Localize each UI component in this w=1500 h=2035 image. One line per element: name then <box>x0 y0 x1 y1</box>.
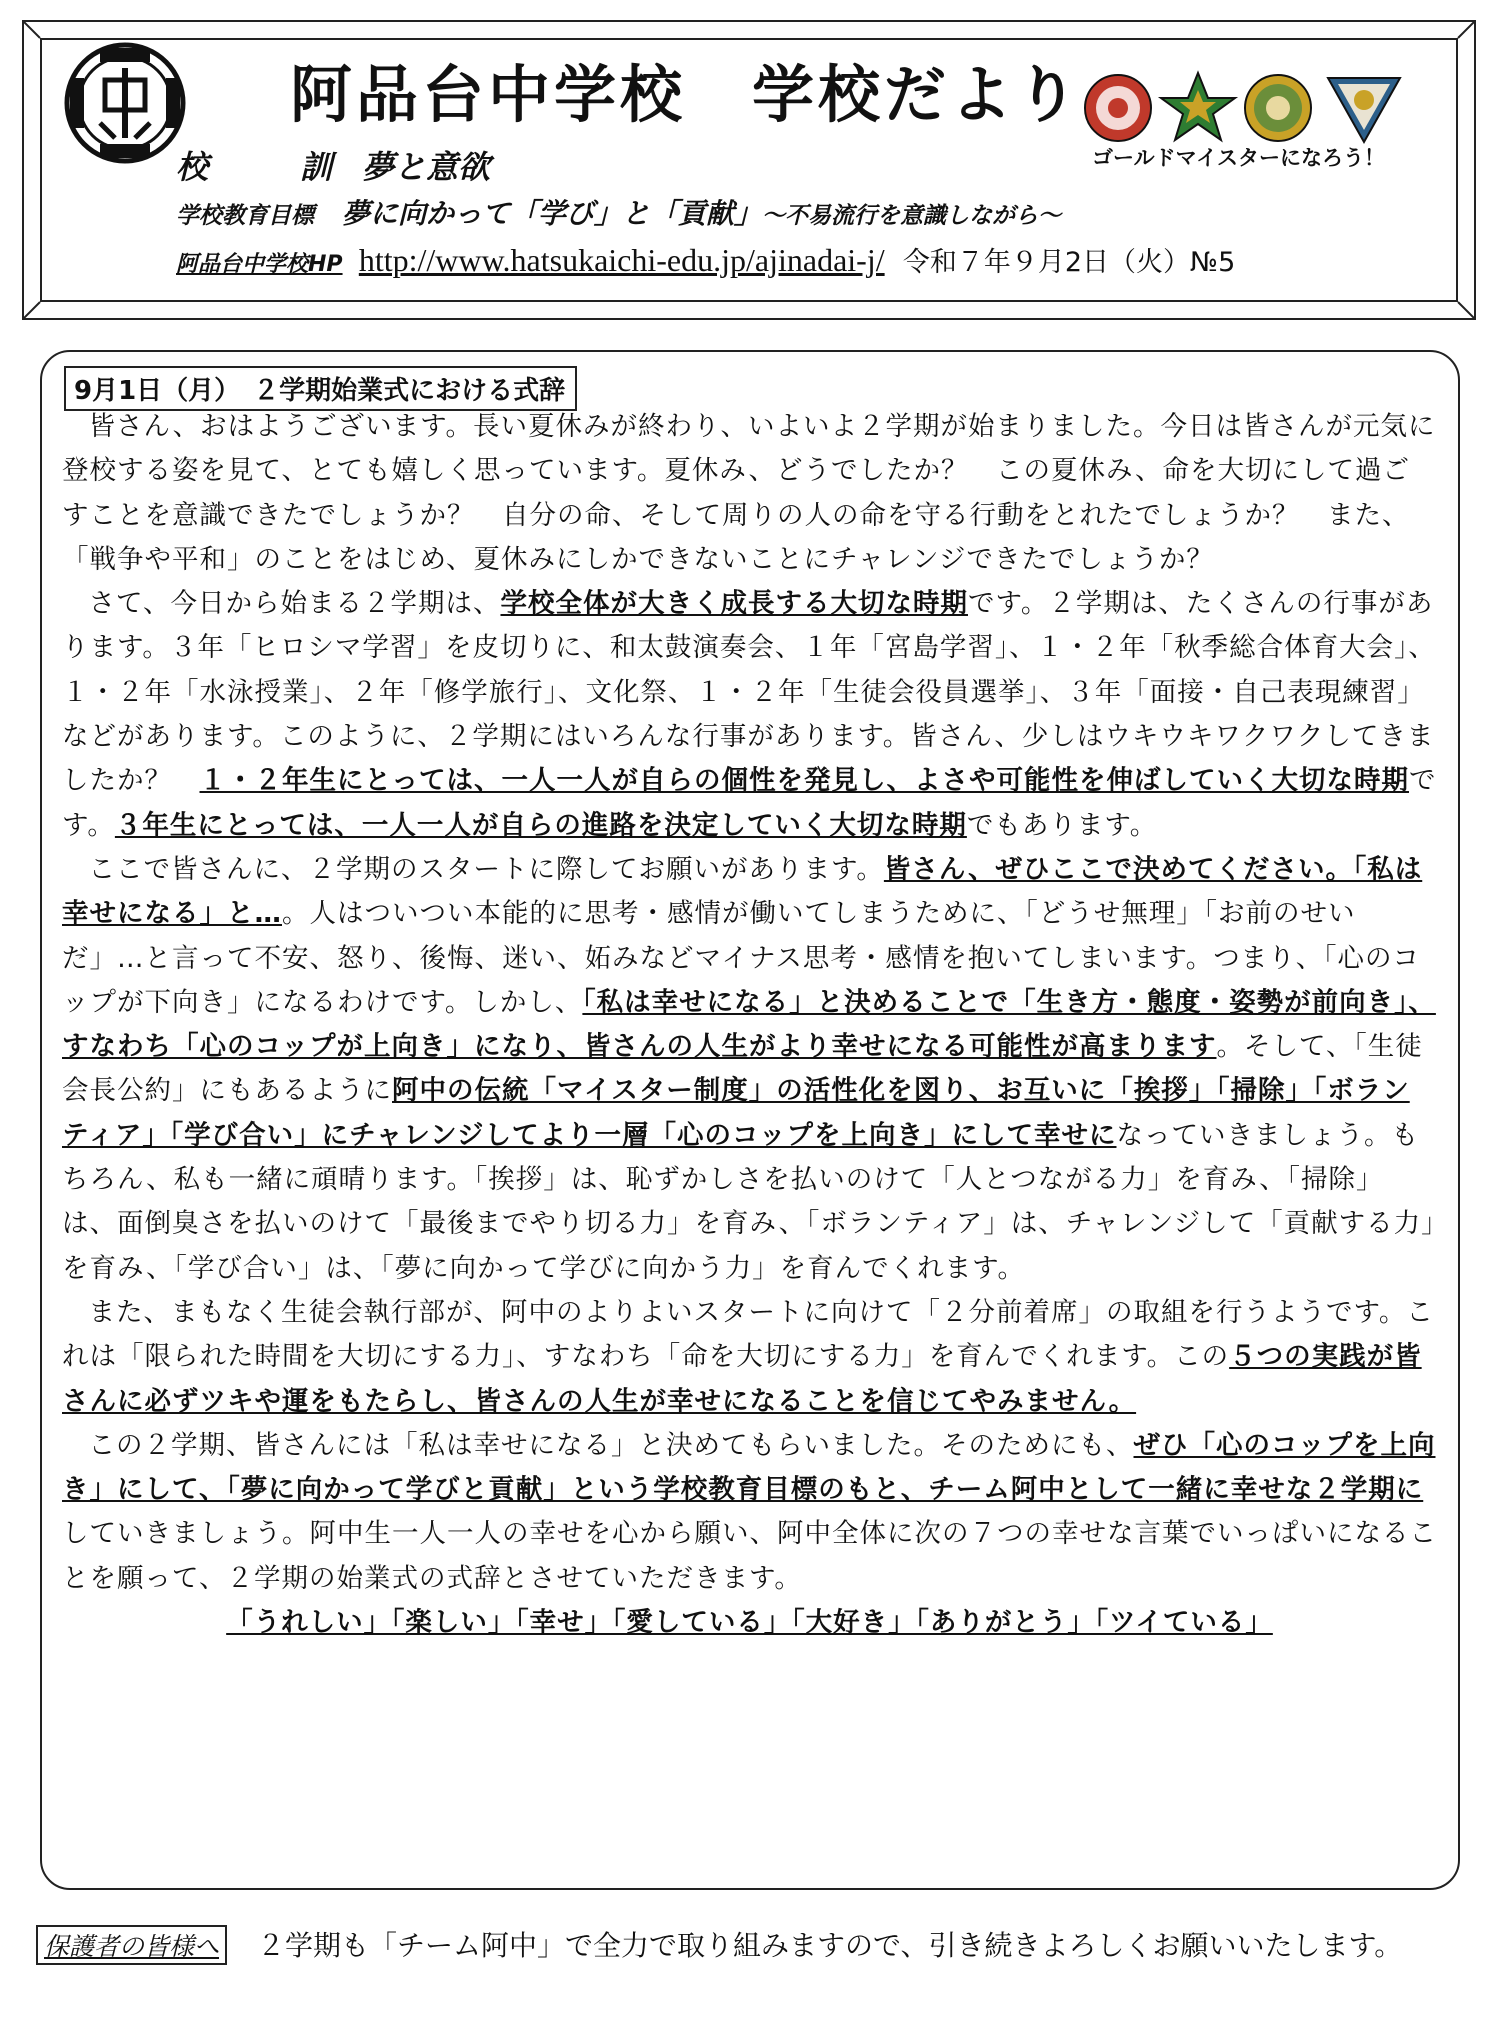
footer <box>36 1924 1476 1965</box>
motto-label: 校 訓 <box>176 148 363 186</box>
badge-caption: ゴールドマイスターになろう！ <box>1092 146 1385 170</box>
seven-happy-words: 「うれしい」「楽しい」「幸せ」「愛している」「大好き」「ありがとう」「ツイている」 <box>226 1607 1273 1639</box>
p4-emphasis-b: ５つの実践が皆さんに必ずツキや運をもたらし、皆さんの人生が幸せになることを信じてやみません。 <box>62 1341 1422 1417</box>
article-body <box>62 405 1437 1645</box>
p2-text-c: です。２学期は、たくさんの行事があります。３年「ヒロシマ学習」を皮切りに、和太鼓演奏会、１年「宮島学習」、１・２年「秋季総合体育大会」、１・２年「水泳授業」、２年「修学旅行」、文化祭、１・２年「生徒会役員選挙」、３年「面接・自己表現練習」などがあります。このように、２学期にはいろんな行事があります。皆さん、少しはウキウキワクワクしてきましたか？ <box>62 588 1436 797</box>
paragraph-2 <box>62 582 1437 848</box>
p2-text-a: さて、今日から始まる２学期は、 <box>88 588 501 620</box>
green-star-icon <box>1161 73 1235 140</box>
p3-text-e: 。そして、「生徒会長公約」にもあるように <box>62 1031 1423 1107</box>
school-hp-link[interactable]: http://www.hatsukaichi-edu.jp/ajinadai-j/ <box>358 242 885 278</box>
p2-emphasis-d: １・２年生にとっては、一人一人が自らの個性を発見し、よさや可能性を伸ばしていく大切な時期 <box>199 765 1409 797</box>
p2-emphasis-f: ３年生にとっては、一人一人が自らの進路を決定していく大切な時期 <box>114 809 967 841</box>
hp-line <box>176 240 1235 279</box>
article-title: 9月1日（月） ２学期始業式における式辞 <box>64 366 577 411</box>
p2-emphasis-b: 学校全体が大きく成長する大切な時期 <box>500 588 968 620</box>
p2-text-g: でもあります。 <box>966 809 1158 841</box>
goal-sub: ～不易流行を意識しながら～ <box>762 203 1062 229</box>
p3-text-a: ここで皆さんに、２学期のスタートに際してお願いがあります。 <box>88 853 884 885</box>
education-goal <box>176 192 1061 232</box>
p3-emphasis-f: 阿中の伝統「マイスター制度」の活性化を図り、お互いに「挨拶」「掃除」「ボランティア」「学び合い」にチャレンジしてより一層「心のコップを上向き」にして幸せに <box>62 1075 1410 1151</box>
blue-shield-icon <box>1328 78 1400 142</box>
paragraph-1: 皆さん、おはようございます。長い夏休みが終わり、いよいよ２学期が始まりました。今日は皆さんが元気に登校する姿を見て、とても嬉しく思っています。夏休み、どうでしたか？ この夏休み、命を大切にして過ごすことを意識できたでしょうか？ 自分の命、そして周りの人の命を守る行動をとれたでしょうか？ また、「戦争や平和」のことをはじめ、夏休みにしかできないことにチャレンジできたでしょうか？ <box>62 411 1436 575</box>
p4-text-a: また、まもなく生徒会執行部が、阿中のよりよいスタートに向けて「２分前着席」の取組を行うようです。これは「限られた時間を大切にする力」、すなわち「命を大切にする力」を育んでくれます。この <box>62 1296 1434 1373</box>
paragraph-3 <box>62 848 1437 1291</box>
hp-label: 阿品台中学校HP <box>176 252 343 277</box>
p5-text-a: この２学期、皆さんには「私は幸せになる」と決めてもらいました。そのためにも、 <box>88 1429 1134 1461</box>
paragraph-5 <box>62 1424 1437 1601</box>
footer-message: ２学期も「チーム阿中」で全力で取り組みますので、引き続きよろしくお願いいたします。 <box>257 1929 1403 1962</box>
p3-text-c: 。人はついつい本能的に思考・感情が働いてしまうために、「どうせ無理」「お前のせいだ」…と言って不安、怒り、後悔、迷い、妬みなどマイナス思考・感情を抱いてしまいます。つまり、「心のコップが下向き」になるわけです。しかし、 <box>62 898 1421 1018</box>
paragraph-4 <box>62 1291 1437 1424</box>
goal-label: 学校教育目標 <box>176 203 314 229</box>
newsletter-title: 阿品台中学校 学校だより <box>290 58 1083 131</box>
closing-words <box>62 1601 1437 1645</box>
p3-text-g: なっていきましょう。もちろん、私も一緒に頑晴ります。「挨拶」は、恥ずかしさを払いのけて「人とつながる力」を育み、「掃除」は、面倒臭さを払いのけて「最後までやり切る力」を育み、「ボランティア」は、チャレンジして「貢献する力」を育み、「学び合い」は、「夢に向かって学びに向かう力」を育んでくれます。 <box>62 1119 1436 1284</box>
p3-emphasis-d: 「私は幸せになる」と決めることで「生き方・態度・姿勢が前向き」、すなわち「心のコップが上向き」になり、皆さんの人生がより幸せになる可能性が高まります <box>62 986 1436 1063</box>
school-emblem-icon <box>60 38 190 168</box>
p5-text-c: していきましょう。阿中生一人一人の幸せを心から願い、阿中全体に次の７つの幸せな言葉でいっぱいになることを願って、２学期の始業式の式辞とさせていただきます。 <box>62 1518 1437 1594</box>
p3-emphasis-b: 皆さん、ぜひここで決めてください。「私は幸せになる」と… <box>62 853 1423 930</box>
meister-badges <box>1080 68 1410 148</box>
p2-text-e: です。 <box>62 765 1437 841</box>
gold-badge-icon <box>1245 75 1311 141</box>
goal-value: 夢に向かって「学び」と「貢献」 <box>342 197 763 230</box>
issue-date: 令和７年９月2日（火）№5 <box>902 247 1236 278</box>
red-badge-icon <box>1085 75 1151 141</box>
motto-value: 夢と意欲 <box>362 148 491 186</box>
school-motto <box>176 142 490 188</box>
p5-emphasis-b: ぜひ「心のコップを上向き」にして、「夢に向かって学びと貢献」という学校教育目標のもと、チーム阿中として一緒に幸せな２学期に <box>62 1429 1436 1506</box>
footer-label: 保護者の皆様へ <box>36 1925 227 1965</box>
